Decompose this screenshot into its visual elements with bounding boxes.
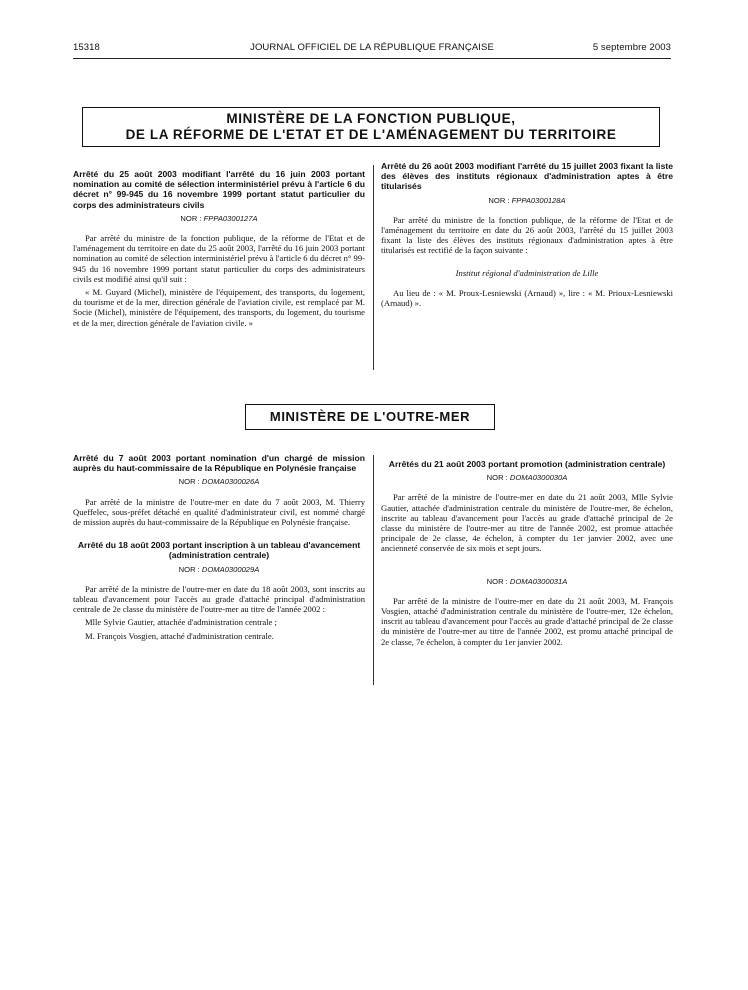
column-divider: [373, 455, 374, 685]
journal-title: JOURNAL OFFICIEL DE LA RÉPUBLIQUE FRANÇAISE: [250, 42, 494, 53]
nor-label: NOR :: [180, 213, 202, 223]
decree-title: Arrêté du 26 août 2003 modifiant l'arrêté du 15 juillet 2003 fixant la liste des élèves des instituts régionaux d'administration aptes à être titularisés: [381, 161, 673, 192]
decree-paragraph: Par arrêté de la ministre de l'outre-mer en date du 21 août 2003, M. François Vosgien, attaché d'administration centrale du ministère de l'outre-mer, 12e échelon, inscrit au tableau d'avancement pour l'accès au grade d'attaché principal de 2e classe du ministère de l'outre-mer au titre de l'année 2002, est promu attaché principal de 2e classe, 7e échelon, à compter du 1er janvier 2002.: [381, 595, 673, 647]
decree-paragraph: Par arrêté du ministre de la fonction publique, de la réforme de l'Etat et de l'aménagement du territoire en date du 26 août 2003, l'arrêté du 15 juillet 2003 fixant la liste des élèves des instituts régionaux d'administration aptes à être titularisés est rectifié de la façon suivante :: [381, 214, 673, 256]
decree-title: Arrêté du 25 août 2003 modifiant l'arrêté du 16 juin 2003 portant nomination au comité de sélection interministériel prévu à l'article 6 du décret n° 99-945 du 16 novembre 1999 portant statut particulier du corps des administrateurs civils: [73, 169, 365, 210]
decree-paragraph: Par arrêté de la ministre de l'outre-mer en date du 18 août 2003, sont inscrits au tableau d'avancement pour l'accès au grade d'attaché principal d'administration centrale de 2e classe du ministère de l'outre-mer au titre de l'année 2002 :: [73, 583, 365, 615]
nor-label: NOR :: [488, 195, 510, 205]
column-divider: [373, 165, 374, 370]
decrees-outre-mer-right: [381, 459, 673, 650]
header-rule: [73, 58, 671, 59]
decree-paragraph: Par arrêté de la ministre de l'outre-mer en date du 7 août 2003, M. Thierry Queffelec, sous-préfet détaché en qualité d'administrateur civil, est nommé chargé de mission auprès du haut-commissaire de la République en Polynésie française.: [73, 496, 365, 528]
decrees-outre-mer-left: [73, 453, 365, 644]
nor-label: NOR :: [486, 473, 508, 483]
nor-code: FPPA0300128A: [511, 195, 566, 205]
decree-26-aout-2003: [381, 161, 673, 311]
decree-paragraph: Au lieu de : « M. Proux-Lesniewski (Arnaud) », lire : « M. Prioux-Lesniewski (Arnaud) ».: [381, 287, 673, 309]
list-item: Mlle Sylvie Gautier, attachée d'administration centrale ;: [85, 617, 277, 628]
ministry-heading-line2: DE LA RÉFORME DE L'ETAT ET DE L'AMÉNAGEMENT DU TERRITOIRE: [125, 127, 617, 142]
running-header: [73, 42, 671, 56]
nor-label: NOR :: [178, 477, 200, 487]
nor-code: DOMA0300030A: [509, 473, 568, 483]
decree-title: Arrêté du 7 août 2003 portant nomination d'un chargé de mission auprès du haut-commissaire de la République en Polynésie française: [73, 453, 365, 474]
decree-25-aout-2003: [73, 169, 365, 331]
nor-reference: [73, 214, 365, 224]
nor-reference: [73, 477, 365, 487]
nor-reference: [381, 196, 673, 206]
nor-code: DOMA0300029A: [201, 564, 260, 574]
decree-title: Arrêtés du 21 août 2003 portant promotion (administration centrale): [388, 459, 666, 469]
nor-reference: [381, 577, 673, 587]
nor-label: NOR :: [178, 564, 200, 574]
institute-name: Institut régional d'administration de Lille: [455, 267, 599, 278]
decree-paragraph: « M. Guyard (Michel), ministère de l'équipement, des transports, du logement, du tourisme et de la mer, direction générale de l'aviation civile, est remplacé par M. Socie (Michel), ministère de l'équipement, des transports, du logement, du tourisme et de la mer, direction générale de l'aviation civile. »: [73, 287, 365, 328]
ministry-heading-fonction-publique: [82, 107, 660, 147]
page-number: 15318: [73, 42, 100, 53]
nor-code: DOMA0300031A: [509, 576, 568, 586]
nor-reference: [73, 565, 365, 575]
decree-paragraph: Par arrêté de la ministre de l'outre-mer en date du 21 août 2003, Mlle Sylvie Gautier, attachée d'administration centrale du ministère de l'outre-mer, 8e échelon, inscrite au tableau d'avancement pour l'accès au grade d'attaché principal de 2e classe du ministère de l'outre-mer au titre de l'année 2002, est promue attachée principale de 2e classe, 4e échelon, à compter du 1er janvier 2002, avec une ancienneté conservée de six mois et sept jours.: [381, 492, 673, 554]
nor-code: FPPA0300127A: [203, 213, 258, 223]
list-item: M. François Vosgien, attaché d'administration centrale.: [85, 630, 274, 641]
ministry-heading-outre-mer: MINISTÈRE DE L'OUTRE-MER: [245, 404, 495, 430]
issue-date: 5 septembre 2003: [592, 42, 671, 53]
nor-code: DOMA0300026A: [201, 477, 260, 487]
nor-reference: [381, 473, 673, 483]
decree-title: Arrêté du 18 août 2003 portant inscription à un tableau d'avancement (administration centrale): [77, 540, 361, 561]
ministry-heading-line1: MINISTÈRE DE LA FONCTION PUBLIQUE,: [226, 111, 516, 126]
nor-label: NOR :: [486, 576, 508, 586]
decree-paragraph: Par arrêté du ministre de la fonction publique, de la réforme de l'Etat et de l'aménagement du territoire en date du 25 août 2003, l'arrêté du 16 juin 2003 portant nomination au comité de sélection interministériel prévu à l'article 6 du décret n° 99-945 du 16 novembre 1999 portant statut particulier du corps des administrateurs civils est modifié ainsi qu'il suit :: [73, 233, 365, 284]
